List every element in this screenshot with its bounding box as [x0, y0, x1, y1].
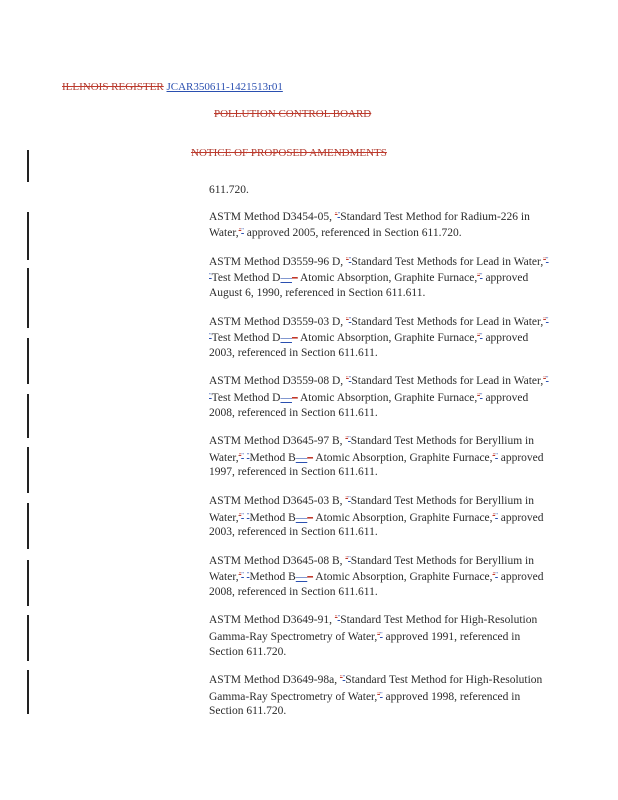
test-method-label: Method B	[249, 511, 296, 524]
reference-entry	[209, 552, 549, 600]
inserted-dash: —	[295, 451, 308, 464]
deleted-quote-mark: "	[492, 571, 496, 579]
inserted-quote-mark: "	[246, 571, 250, 579]
inserted-dash: —	[280, 272, 292, 285]
standard-title: Standard Test Methods for Beryllium in Water,	[209, 494, 534, 524]
deleted-quote-mark: "	[334, 614, 338, 622]
change-bar	[27, 268, 29, 328]
change-bar	[27, 503, 29, 549]
deleted-quote-mark: "	[345, 435, 349, 443]
approval-text: approved 1997, referenced in Section 611.611.	[209, 451, 544, 479]
approval-text: approved 2003, referenced in Section 611.611.	[209, 511, 544, 539]
deleted-quote-mark: "	[477, 391, 480, 399]
deleted-quote-mark: "	[346, 375, 349, 383]
inserted-quote-mark: "	[495, 451, 498, 459]
deleted-quote-mark: "	[334, 210, 338, 218]
deleted-dash: –	[307, 511, 314, 524]
inserted-quote-mark: "	[545, 375, 549, 383]
method-name: ASTM Method D3645-97 B,	[209, 435, 343, 448]
method-name: ASTM Method D3649-98a,	[209, 674, 338, 687]
deleted-dash: –	[307, 571, 314, 584]
deleted-quote-mark: "	[339, 674, 343, 682]
inserted-quote-mark: "	[348, 435, 351, 443]
deleted-quote-mark: "	[492, 451, 496, 459]
header-board: POLLUTION CONTROL BOARD	[214, 108, 372, 120]
change-bar	[27, 447, 29, 493]
approval-text: approved 1998, referenced in Section 611.720.	[209, 690, 521, 718]
deleted-quote-mark: "	[238, 227, 242, 235]
change-bar	[27, 615, 29, 661]
method-name: ASTM Method D3559-03 D,	[209, 315, 344, 328]
reference-entry	[209, 372, 549, 420]
deleted-quote-mark: "	[238, 571, 242, 579]
inserted-dash: —	[295, 571, 308, 584]
inserted-dash: —	[295, 511, 308, 524]
deleted-quote-mark: "	[345, 494, 349, 502]
approval-text: approved 1991, referenced in Section 611.720.	[209, 631, 521, 658]
method-name: ASTM Method D3454-05,	[209, 210, 332, 223]
technique-text: Atomic Absorption, Graphite Furnace,	[315, 451, 493, 464]
register-inserted-text: JCAR350611-1421513r01	[166, 81, 283, 93]
change-bar	[27, 670, 29, 714]
inserted-quote-mark: "	[348, 554, 351, 562]
deleted-quote-mark: "	[346, 315, 349, 323]
technique-text: Atomic Absorption, Graphite Furnace,	[299, 272, 478, 285]
inserted-quote-mark: "	[209, 391, 212, 399]
inserted-quote-mark: "	[209, 272, 212, 280]
deleted-quote-mark: "	[543, 255, 546, 263]
standard-title: Standard Test Method for Radium-226 in Water,	[209, 210, 530, 240]
deleted-quote-mark: "	[477, 332, 480, 340]
reference-entry	[209, 208, 549, 241]
test-method-label: Test Method D	[211, 332, 281, 345]
approval-text: approved 2008, referenced in Section 611.611.	[209, 571, 544, 598]
deleted-quote-mark: "	[377, 690, 380, 698]
document-body	[209, 183, 549, 731]
inserted-quote-mark: "	[246, 451, 250, 459]
standard-title: Standard Test Method for High-Resolution Gamma-Ray Spectrometry of Water,	[209, 674, 543, 703]
technique-text: Atomic Absorption, Graphite Furnace,	[315, 511, 493, 524]
inserted-quote-mark: "	[241, 511, 244, 519]
test-method-label: Test Method D	[211, 272, 281, 285]
deleted-quote-mark: "	[346, 255, 349, 263]
reference-entry	[209, 611, 549, 659]
technique-text: Atomic Absorption, Graphite Furnace,	[299, 332, 478, 345]
change-bar	[27, 150, 29, 182]
method-name: ASTM Method D3645-08 B,	[209, 554, 343, 567]
inserted-quote-mark: "	[348, 375, 352, 383]
inserted-quote-mark: "	[495, 571, 498, 579]
approval-text: approved 2008, referenced in Section 611.611.	[209, 391, 529, 419]
reference-entry	[209, 253, 549, 301]
inserted-quote-mark: "	[379, 690, 383, 698]
reference-entry	[209, 671, 549, 719]
standard-title: Standard Test Methods for Beryllium in Water,	[209, 554, 534, 584]
method-name: ASTM Method D3645-03 B,	[209, 494, 343, 507]
deleted-quote-mark: "	[238, 451, 242, 459]
standard-title: Standard Test Methods for Lead in Water,	[351, 315, 544, 328]
deleted-quote-mark: "	[377, 631, 380, 639]
deleted-quote-mark: "	[492, 511, 496, 519]
inserted-quote-mark: "	[348, 255, 352, 263]
change-bar	[27, 212, 29, 260]
inserted-quote-mark: "	[241, 571, 244, 579]
inserted-quote-mark: "	[241, 227, 244, 235]
inserted-dash: —	[280, 391, 292, 404]
inserted-quote-mark: "	[337, 210, 341, 218]
inserted-quote-mark: "	[495, 511, 498, 519]
inserted-dash: —	[280, 332, 292, 345]
inserted-quote-mark: "	[241, 451, 244, 459]
technique-text: Atomic Absorption, Graphite Furnace,	[299, 391, 478, 404]
technique-text: Atomic Absorption, Graphite Furnace,	[315, 571, 493, 584]
deleted-quote-mark: "	[477, 272, 480, 280]
test-method-label: Method B	[249, 571, 296, 584]
deleted-quote-mark: "	[543, 315, 546, 323]
approval-text: approved 2005, referenced in Section 611.720.	[246, 227, 462, 240]
deleted-quote-mark: "	[238, 511, 242, 519]
inserted-quote-mark: "	[545, 315, 549, 323]
inserted-quote-mark: "	[337, 614, 341, 622]
lead-text: 611.720.	[209, 184, 249, 196]
header-register	[62, 81, 283, 93]
inserted-quote-mark: "	[348, 315, 352, 323]
deleted-dash: –	[291, 332, 298, 345]
standard-title: Standard Test Method for High-Resolution Gamma-Ray Spectrometry of Water,	[209, 614, 538, 644]
change-bar	[27, 560, 29, 606]
method-name: ASTM Method D3559-08 D,	[209, 375, 344, 388]
standard-title: Standard Test Methods for Beryllium in Water,	[209, 435, 534, 464]
approval-text: approved 2003, referenced in Section 611.611.	[209, 332, 529, 359]
method-name: ASTM Method D3649-91,	[209, 614, 332, 627]
inserted-quote-mark: "	[479, 272, 483, 280]
test-method-label: Method B	[249, 451, 296, 464]
inserted-quote-mark: "	[348, 494, 351, 502]
header-notice: NOTICE OF PROPOSED AMENDMENTS	[191, 147, 387, 159]
standard-title: Standard Test Methods for Lead in Water,	[351, 255, 544, 268]
deleted-dash: –	[307, 451, 314, 464]
inserted-quote-mark: "	[479, 391, 483, 399]
inserted-quote-mark: "	[545, 255, 549, 263]
register-deleted-text: ILLINOIS REGISTER	[62, 81, 164, 93]
inserted-quote-mark: "	[479, 332, 483, 340]
deleted-quote-mark: "	[345, 554, 349, 562]
change-bar	[27, 394, 29, 438]
test-method-label: Test Method D	[211, 391, 281, 404]
reference-entry	[209, 432, 549, 480]
inserted-quote-mark: "	[342, 674, 346, 682]
reference-entry	[209, 313, 549, 361]
inserted-quote-mark: "	[209, 332, 212, 340]
change-bar	[27, 338, 29, 384]
approval-text: approved August 6, 1990, referenced in Section 611.611.	[209, 272, 529, 299]
reference-entry	[209, 492, 549, 540]
deleted-dash: –	[291, 391, 298, 404]
method-name: ASTM Method D3559-96 D,	[209, 255, 344, 268]
deleted-dash: –	[291, 272, 298, 285]
deleted-quote-mark: "	[543, 375, 546, 383]
standard-title: Standard Test Methods for Lead in Water,	[351, 375, 544, 388]
inserted-quote-mark: "	[379, 631, 383, 639]
inserted-quote-mark: "	[246, 511, 250, 519]
